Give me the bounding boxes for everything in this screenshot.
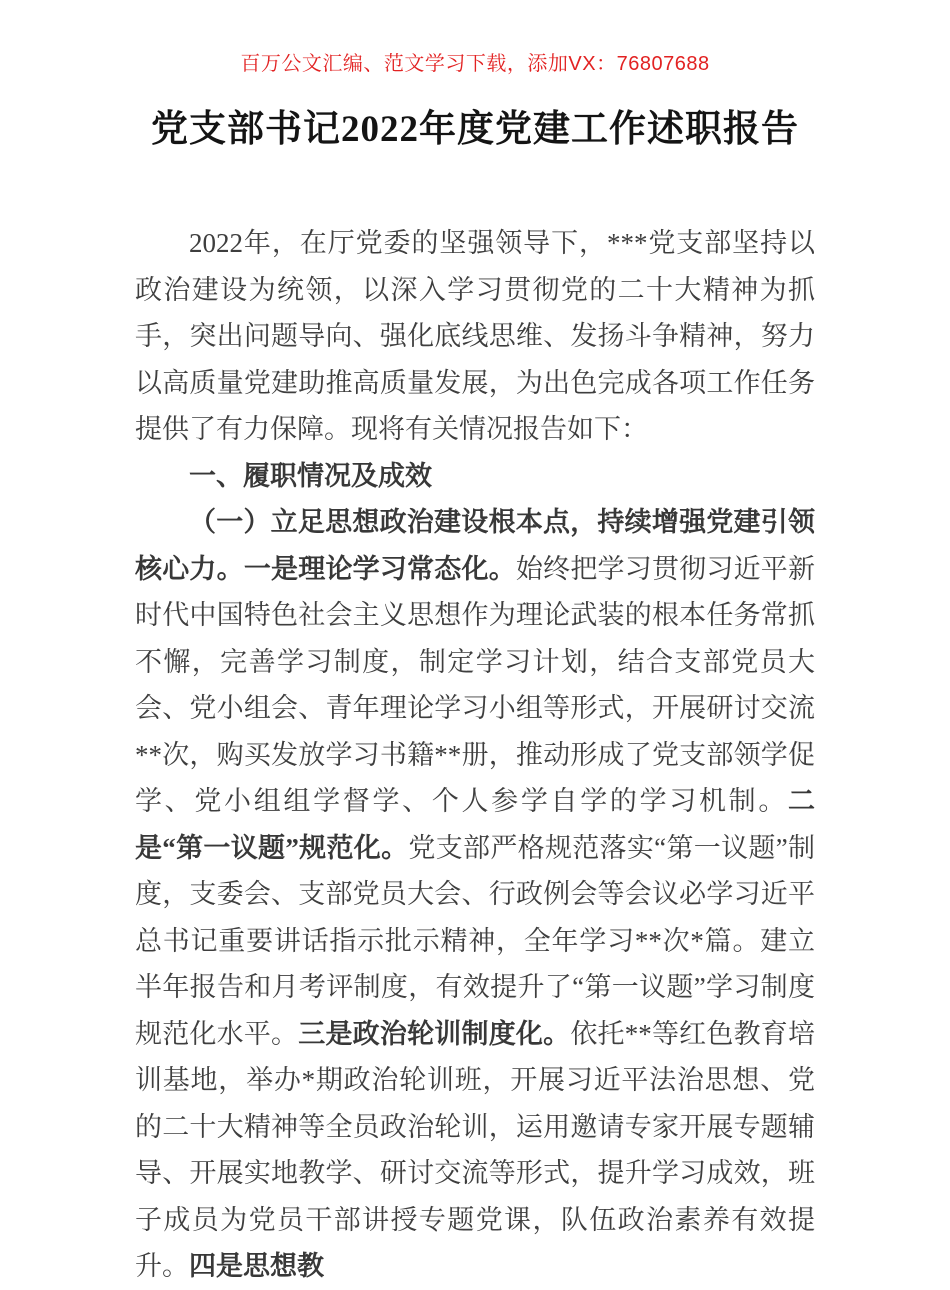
document-body bbox=[135, 220, 815, 1290]
text-run: （一）立足思想政治建设根本点，持续增强党建引领核心力。一是理论学习常态化。 bbox=[135, 507, 815, 584]
paragraph bbox=[135, 220, 815, 453]
promo-notice-text: 百万公文汇编、范文学习下载，添加VX：76807688 bbox=[240, 53, 710, 75]
promo-notice bbox=[0, 0, 950, 78]
text-run: 2022年，在厅党委的坚强领导下，***党支部坚持以政治建设为统领，以深入学习贯彻党的二十大精神为抓手，突出问题导向、强化底线思维、发扬斗争精神，努力以高质量党建助推高质量发展，为出色完成各项工作任务提供了有力保障。现将有关情况报告如下： bbox=[135, 228, 815, 444]
text-run: 党支部严格规范落实“第一议题”制度，支委会、支部党员大会、行政例会等会议必学习近平总书记重要讲话指示批示精神，全年学习**次*篇。建立半年报告和月考评制度，有效提升了“第一议题”学习制度规范化水平。 bbox=[135, 832, 816, 1049]
text-run: 始终把学习贯彻习近平新时代中国特色社会主义思想作为理论武装的根本任务常抓不懈，完善学习制度，制定学习计划，结合支部党员大会、党小组会、青年理论学习小组等形式，开展研讨交流**次，购买发放学习书籍**册，推动形成了党支部领学促学、党小组组学督学、个人参学自学的学习机制。 bbox=[135, 553, 816, 816]
document-title: 党支部书记2022年度党建工作述职报告 bbox=[151, 109, 799, 150]
text-run: 一、履职情况及成效 bbox=[189, 460, 432, 491]
text-run: 四是思想教 bbox=[189, 1251, 324, 1281]
text-run: 依托**等红色教育培训基地，举办*期政治轮训班，开展习近平法治思想、党的二十大精神等全员政治轮训，运用邀请专家开展专题辅导、开展实地教学、研讨交流等形式，提升学习成效，班子成员为党员干部讲授专题党课，队伍政治素养有效提升。 bbox=[135, 1018, 816, 1281]
text-run: 三是政治轮训制度化。 bbox=[298, 1018, 571, 1049]
text-run: 二是“第一议题”规范化。 bbox=[135, 786, 815, 863]
paragraph bbox=[135, 499, 815, 1290]
section-heading bbox=[135, 453, 815, 500]
